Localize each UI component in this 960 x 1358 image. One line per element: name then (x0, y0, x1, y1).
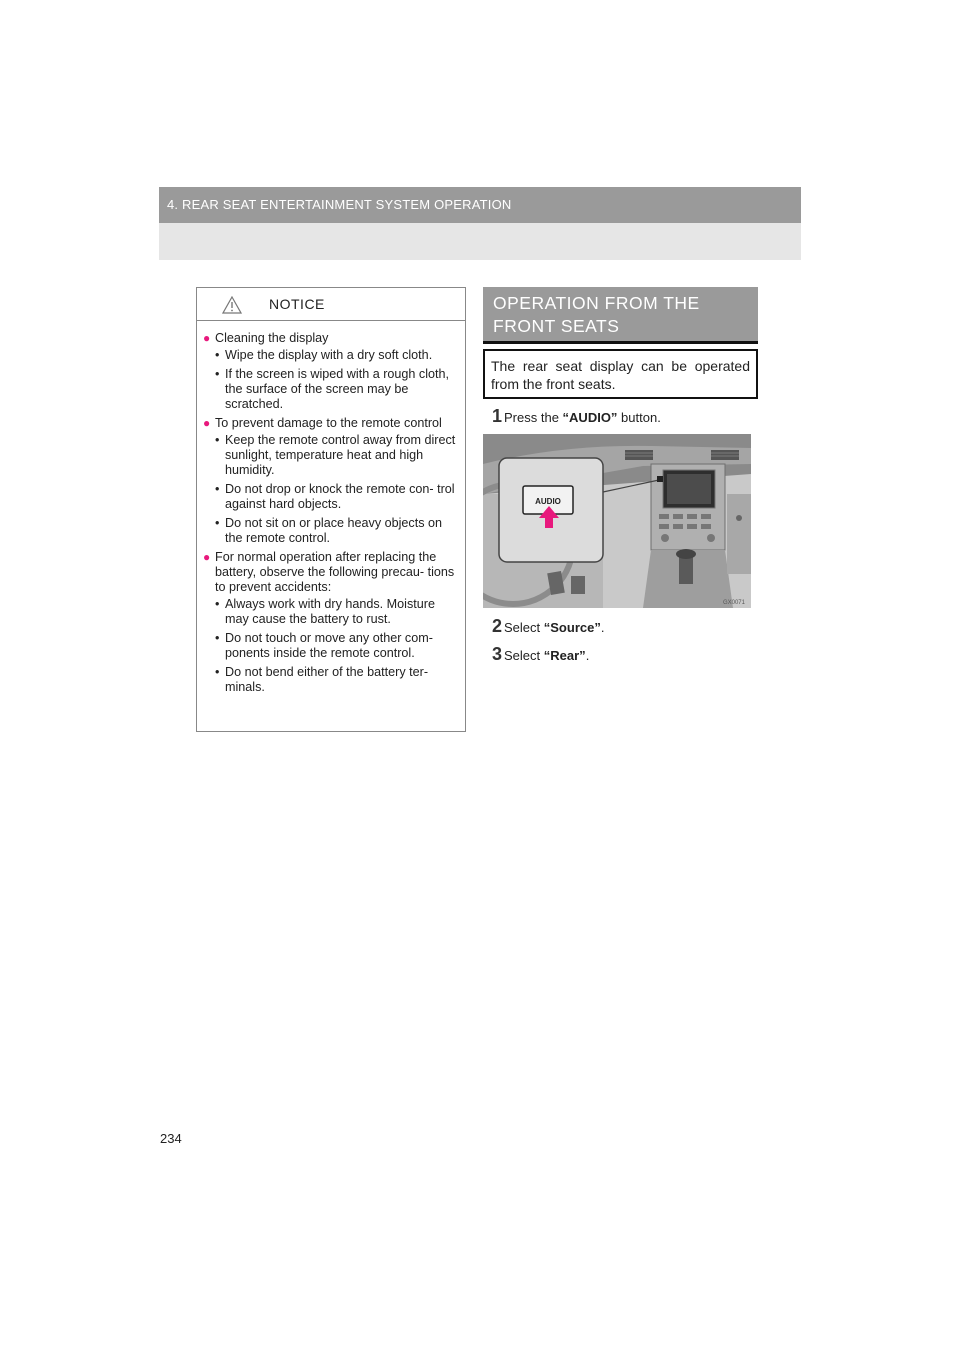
notice-subitem: • Do not sit on or place heavy objects on the remote control. (215, 516, 443, 545)
page-number: 234 (160, 1131, 182, 1146)
notice-subitem: • Wipe the display with a dry soft cloth. (215, 348, 433, 362)
figure-code: GX0071 (722, 600, 745, 606)
step-1: 1 Press the “AUDIO” button. (492, 406, 661, 426)
bullet-icon: ● (203, 331, 211, 345)
notice-subitem: • Keep the remote control away from direct sunlight, temperature heat and high humidity. (215, 433, 456, 477)
notice-title: NOTICE (269, 296, 325, 312)
audio-button-label: AUDIO (535, 497, 561, 506)
section-title: 4. REAR SEAT ENTERTAINMENT SYSTEM OPERATION (167, 197, 512, 212)
notice-subitem: • Do not drop or knock the remote con- trol against hard objects. (215, 482, 455, 511)
notice-subitem: • Do not touch or move any other com- ponents inside the remote control. (215, 631, 433, 660)
section-heading (483, 287, 758, 344)
step-2: 2 Select “Source”. (492, 616, 605, 636)
step-3: 3 Select “Rear”. (492, 644, 590, 664)
notice-subitem: • Always work with dry hands. Moisture may cause the battery to rust. (215, 597, 435, 626)
notice-item-text: To prevent damage to the remote control (215, 416, 442, 430)
notice-item (203, 550, 459, 595)
notice-box (196, 287, 466, 732)
bullet-icon: ● (203, 416, 211, 430)
notice-body (197, 321, 465, 695)
notice-item-text: For normal operation after replacing the battery, observe the following precau- tions to prevent accidents: (215, 550, 455, 594)
warning-icon (222, 296, 242, 314)
header-subbar (159, 223, 801, 260)
notice-item-text: Cleaning the display (215, 331, 329, 345)
notice-subitem: • If the screen is wiped with a rough cloth, the surface of the screen may be scratched. (215, 367, 450, 411)
bullet-icon: ● (203, 550, 211, 564)
header-bar (159, 187, 801, 223)
intro-box: The rear seat display can be operated from the front seats. (483, 349, 758, 399)
notice-item (203, 416, 459, 431)
section-heading-text: OPERATION FROM THE FRONT SEATS (493, 293, 700, 336)
notice-header (197, 288, 465, 321)
notice-subitem: • Do not bend either of the battery ter- minals. (215, 665, 429, 694)
dashboard-illustration (483, 434, 751, 608)
notice-item (203, 331, 459, 346)
